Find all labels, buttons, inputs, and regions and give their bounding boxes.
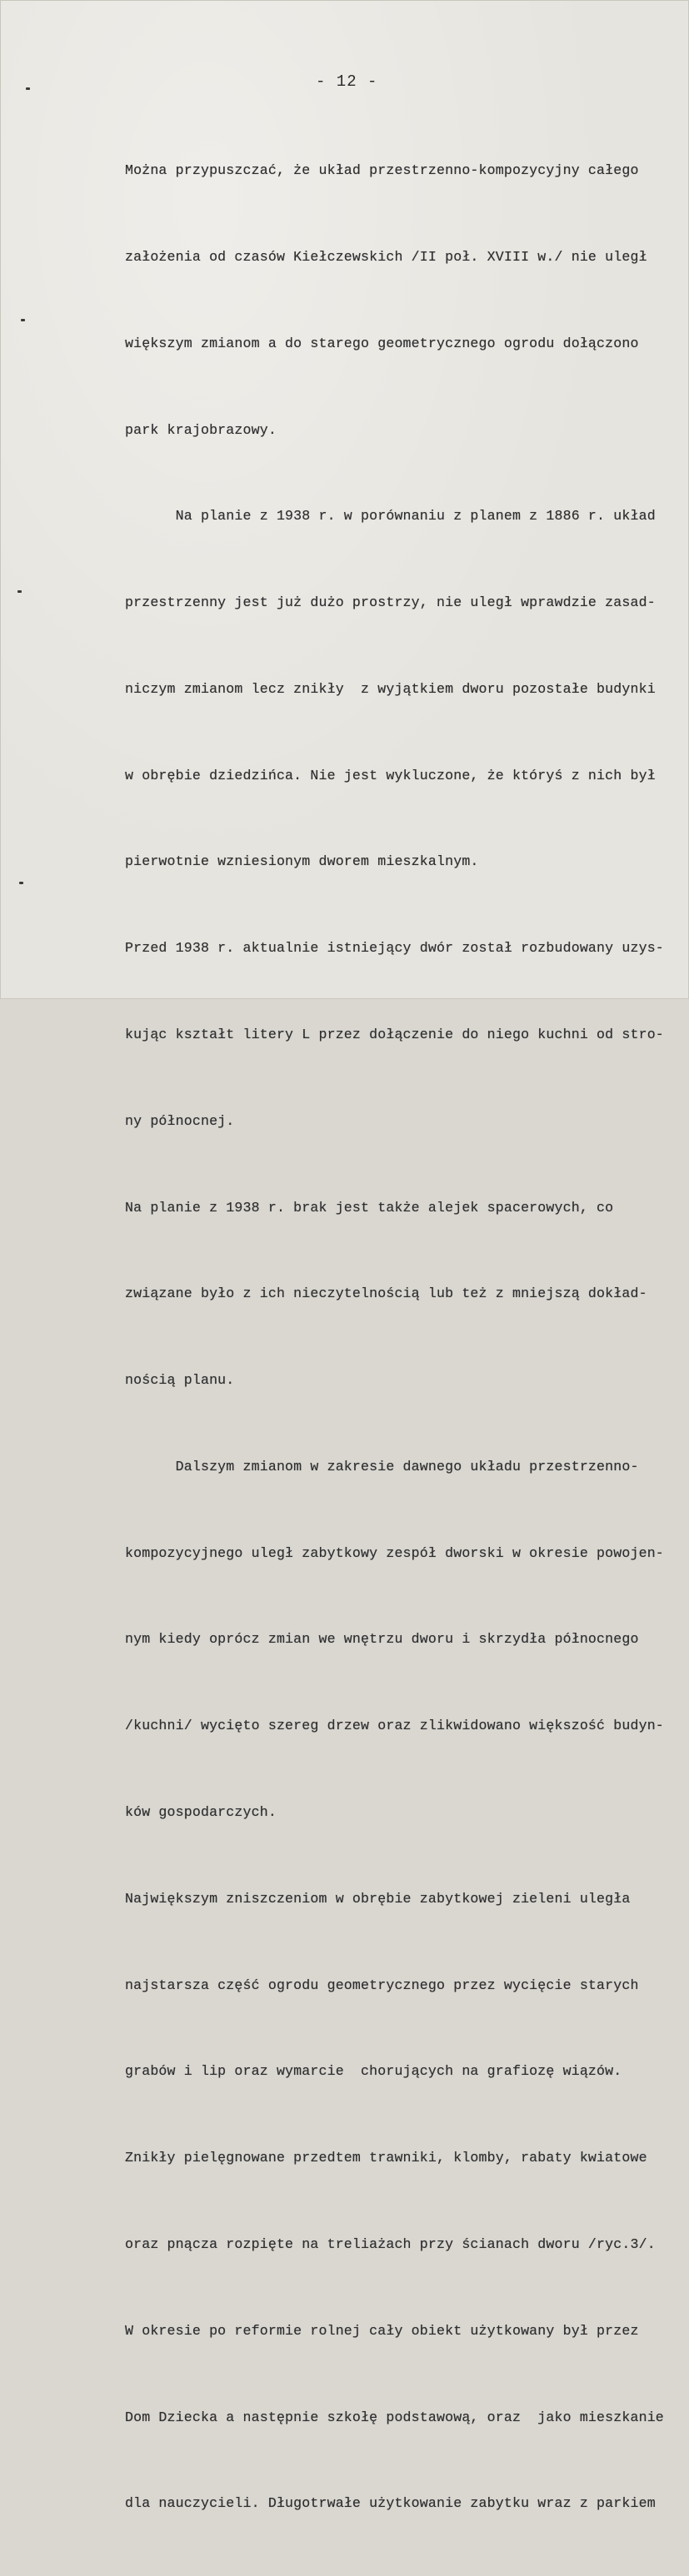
text-line: przestrzenny jest już dużo prostrzy, nie uległ wprawdzie zasad-	[125, 594, 656, 611]
margin-mark	[21, 319, 25, 321]
text-line: założenia od czasów Kiełczewskich /II poł. XVIII w./ nie uległ	[125, 248, 647, 265]
text-line: nością planu.	[125, 1372, 235, 1389]
text-line: Na planie z 1938 r. brak jest także alejek spacerowych, co	[125, 1199, 614, 1216]
text-line: Największym zniszczeniom w obrębie zabytkowej zieleni uległa	[125, 1890, 631, 1907]
text-line: oraz pnącza rozpięte na treliażach przy ścianach dworu /ryc.3/.	[125, 2235, 656, 2252]
text-line: Znikły pielęgnowane przedtem trawniki, klomby, rabaty kwiatowe	[125, 2150, 647, 2166]
text-line: nym kiedy oprócz zmian we wnętrzu dworu i skrzydła północnego	[125, 1631, 639, 1648]
text-line: kując kształt litery L przez dołączenie do niego kuchni od stro-	[125, 1027, 664, 1042]
text-line: niczym zmianom lecz znikły z wyjątkiem dworu pozostałe budynki	[125, 680, 656, 697]
text-line: większym zmianom a do starego geometrycznego ogrodu dołączono	[125, 335, 639, 351]
margin-mark	[26, 87, 30, 90]
text-line: W okresie po reformie rolnej cały obiekt użytkowany był przez	[125, 2322, 639, 2339]
margin-mark	[17, 590, 22, 593]
margin-mark	[19, 882, 23, 884]
text-line: najstarsza część ogrodu geometrycznego przez wycięcie starych	[125, 1977, 639, 1993]
text-line: Można przypuszczać, że układ przestrzenno-kompozycyjny całego	[125, 162, 639, 179]
text-line: kompozycyjnego uległ zabytkowy zespół dworski w okresie powojen-	[125, 1544, 664, 1561]
body-text	[125, 99, 683, 2576]
text-line: grabów i lip oraz wymarcie chorujących na grafiozę wiązów.	[125, 2063, 622, 2080]
text-line: pierwotnie wzniesionym dworem mieszkalnym.	[125, 853, 479, 870]
text-line: ny północnej.	[125, 1112, 235, 1129]
text-line: dla nauczycieli. Długotrwałe użytkowanie zabytku wraz z parkiem	[125, 2495, 656, 2512]
text-line: związane było z ich nieczytelnością lub też z mniejszą dokład-	[125, 1286, 647, 1302]
text-line: w obrębie dziedzińca. Nie jest wykluczone, że któryś z nich był	[125, 767, 656, 783]
text-line: Dalszym zmianom w zakresie dawnego układu przestrzenno-	[125, 1458, 639, 1474]
text-line: /kuchni/ wycięto szereg drzew oraz zlikwidowano większość budyn-	[125, 1718, 664, 1734]
text-line: park krajobrazowy.	[125, 421, 277, 438]
text-line: ków gospodarczych.	[125, 1804, 277, 1821]
text-line: Na planie z 1938 r. w porównaniu z planem z 1886 r. układ	[125, 508, 656, 525]
page-number: - 12 -	[316, 72, 378, 91]
text-line: Dom Dziecka a następnie szkołę podstawową, oraz jako mieszkanie	[125, 2409, 664, 2425]
text-line: Przed 1938 r. aktualnie istniejący dwór został rozbudowany uzys-	[125, 940, 664, 957]
